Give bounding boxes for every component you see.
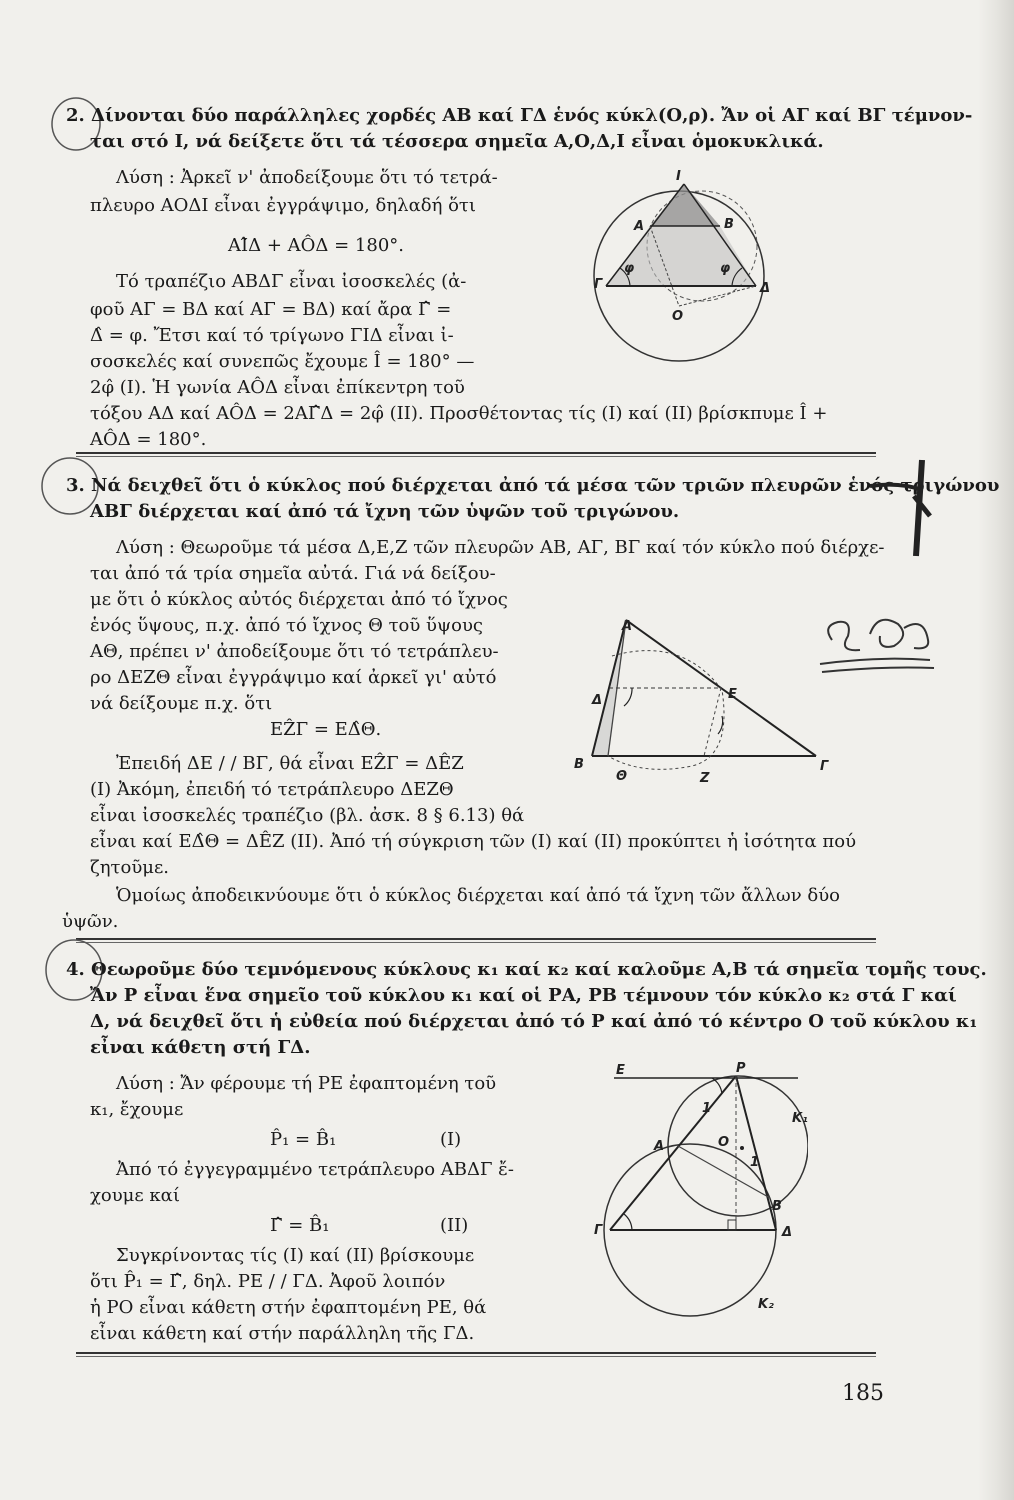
problem-4-text: ἡ ΡΟ εἶναι κάθετη στήν ἐφαπτομένη ΡΕ, θά xyxy=(90,1297,487,1318)
fig1-label-B: B xyxy=(724,217,734,232)
fig2-label-G: Γ xyxy=(820,759,829,774)
problem-2-heading-line-2: ται στό Ι, νά δείξετε ὅτι τά τέσσερα σημεῖα Α,Ο,Δ,Ι εἶναι ὁμοκυκλικά. xyxy=(90,131,824,152)
problem-4-text: χουμε καί xyxy=(90,1185,180,1206)
fig3-label-O: O xyxy=(718,1135,730,1150)
problem-4-equation: Γ̂ = B̂₁ xyxy=(270,1215,330,1236)
problem-3-text: ται ἀπό τά τρία σημεῖα αὐτά. Γιά νά δείξου- xyxy=(90,563,496,584)
problem-3-heading-line-2: ΑΒΓ διέρχεται καί ἀπό τά ἴχνη τῶν ὑψῶν τοῦ τριγώνου. xyxy=(90,501,680,522)
problem-2-heading-line-1: 2. Δίνονται δύο παράλληλες χορδές ΑΒ καί ΓΔ ἑνός κύκλ(Ο,ρ). Ἄν οἱ ΑΓ καί ΒΓ τέμνον- xyxy=(66,105,973,126)
problem-4-heading-line-4: εἶναι κάθετη στή ΓΔ. xyxy=(90,1037,311,1058)
fig2-label-Z: Z xyxy=(700,771,710,786)
problem-2-text: 2φ̂ (Ι). Ἡ γωνία ΑÔΔ εἶναι ἐπίκεντρη τοῦ xyxy=(90,377,465,398)
page-number: 185 xyxy=(842,1381,884,1406)
fig3-label-G: Γ xyxy=(594,1223,603,1238)
fig2-label-D: Δ xyxy=(592,693,603,708)
problem-3-text: ἑνός ὕψους, π.χ. ἀπό τό ἴχνος Θ τοῦ ὕψους xyxy=(90,615,483,636)
section-divider xyxy=(76,1356,876,1357)
problem-2-text: Λύση : Ἀρκεῖ ν' ἀποδείξουμε ὅτι τό τετρά- xyxy=(116,167,498,188)
fig3-label-K2: K₂ xyxy=(758,1297,774,1312)
problem-4-heading-line-1: 4. Θεωροῦμε δύο τεμνόμενους κύκλους κ₁ καί κ₂ καί καλοῦμε Α,Β τά σημεῖα τομῆς τους. xyxy=(66,959,987,980)
problem-2-text: Δ̂ = φ. Ἔτσι καί τό τρίγωνο ΓΙΔ εἶναι ἰ- xyxy=(90,325,454,346)
problem-3-text: ρο ΔΕΖΘ εἶναι ἐγγράψιμο καί ἀρκεῖ γι' αὐτό xyxy=(90,667,497,688)
problem-3-heading-line-1: 3. Νά δειχθεῖ ὅτι ὁ κύκλος πού διέρχεται ἀπό τά μέσα τῶν τριῶν πλευρῶν ἑνός τριγώνου xyxy=(66,475,1000,496)
fig1-label-I: I xyxy=(676,169,681,184)
problem-4-heading-line-2: Ἄν Ρ εἶναι ἕνα σημεῖο τοῦ κύκλου κ₁ καί οἱ ΡΑ, ΡΒ τέμνουν τόν κύκλο κ₂ στά Γ καί xyxy=(90,985,957,1006)
fig3-label-D: Δ xyxy=(782,1225,793,1240)
figure-nine-point-circle xyxy=(572,616,832,806)
problem-2-text: πλευρο ΑΟΔΙ εἶναι ἐγγράψιμο, δηλαδή ὅτι xyxy=(90,195,476,216)
problem-4-text: ὅτι P̂₁ = Γ̂, δηλ. ΡΕ / / ΓΔ. Ἀφοῦ λοιπόν xyxy=(90,1271,446,1292)
problem-3-text: Ὁμοίως ἀποδεικνύουμε ὅτι ὁ κύκλος διέρχεται καί ἀπό τά ἴχνη τῶν ἄλλων δύο xyxy=(116,885,840,906)
fig3-label-1: 1 xyxy=(750,1155,760,1170)
problem-4-text: εἶναι κάθετη καί στήν παράλληλη τῆς ΓΔ. xyxy=(90,1323,475,1344)
problem-2-text: σοσκελές καί συνεπῶς ἔχουμε Î = 180° — xyxy=(90,351,475,372)
problem-3-text: νά δείξουμε π.χ. ὅτι xyxy=(90,693,273,714)
problem-3-text: Ἐπειδή ΔΕ / / ΒΓ, θά εἶναι ΕẐΓ = ΔÊΖ xyxy=(116,753,464,774)
fig3-label-B: B xyxy=(772,1199,782,1214)
fig1-label-phi: φ xyxy=(624,261,635,276)
problem-2-text: φοῦ ΑΓ = ΒΔ καί ΑΓ = ΒΔ) καί ἄρα Γ̂ = xyxy=(90,299,452,320)
problem-3-text: Λύση : Θεωροῦμε τά μέσα Δ,Ε,Ζ τῶν πλευρῶν ΑΒ, ΑΓ, ΒΓ καί τόν κύκλο πού διέρχε- xyxy=(116,537,885,558)
fig1-label-phi: φ xyxy=(720,261,731,276)
fig1-label-D: Δ xyxy=(760,281,771,296)
figure-intersecting-circles xyxy=(588,1060,808,1330)
problem-3-text: (Ι) Ἀκόμη, ἐπειδή τό τετράπλευρο ΔΕΖΘ xyxy=(90,779,454,800)
section-divider xyxy=(76,1352,876,1354)
fig2-label-B: B xyxy=(574,757,584,772)
page-edge-shadow xyxy=(978,0,1014,1500)
fig3-label-A: A xyxy=(654,1139,665,1154)
fig1-label-O: O xyxy=(672,309,684,324)
problem-2-text: Τό τραπέζιο ΑΒΔΓ εἶναι ἰσοσκελές (ἀ- xyxy=(116,271,467,292)
fig3-label-1: 1 xyxy=(702,1101,712,1116)
problem-4-equation: P̂₁ = B̂₁ xyxy=(270,1129,337,1150)
section-divider xyxy=(76,452,876,454)
section-divider xyxy=(76,456,876,457)
problem-2-text: ΑÔΔ = 180°. xyxy=(90,429,207,450)
problem-2-equation: ΑΙ̂Δ + ΑÔΔ = 180°. xyxy=(228,235,404,256)
fig2-label-A: A xyxy=(622,619,633,634)
problem-3-text: με ὅτι ὁ κύκλος αὐτός διέρχεται ἀπό τό ἴχνος xyxy=(90,589,508,610)
problem-4-heading-line-3: Δ, νά δειχθεῖ ὅτι ἡ εὐθεία πού διέρχεται ἀπό τό Ρ καί ἀπό τό κέντρο Ο τοῦ κύκλου κ₁ xyxy=(90,1011,978,1032)
figure-trapezoid-circle xyxy=(590,166,790,396)
problem-4-text: Ἀπό τό ἐγγεγραμμένο τετράπλευρο ΑΒΔΓ ἔ- xyxy=(116,1159,514,1180)
problem-3-text: ζητοῦμε. xyxy=(90,857,170,878)
problem-3-text: εἶναι ἰσοσκελές τραπέζιο (βλ. ἀσκ. 8 § 6.13) θά xyxy=(90,805,525,826)
problem-3-equation: ΕẐΓ = ΕΔ̂Θ. xyxy=(270,719,382,740)
problem-4-text: Συγκρίνοντας τίς (Ι) καί (ΙΙ) βρίσκουμε xyxy=(116,1245,475,1266)
problem-4-text: Λύση : Ἄν φέρουμε τή ΡΕ ἐφαπτομένη τοῦ xyxy=(116,1073,497,1094)
fig1-label-A: A xyxy=(634,219,645,234)
problem-4-equation-tag: (ΙΙ) xyxy=(440,1215,469,1236)
fig2-label-TH: Θ xyxy=(616,769,628,784)
handwritten-scribble-mark xyxy=(818,606,948,686)
fig1-label-G: Γ xyxy=(594,277,603,292)
problem-4-text: κ₁, ἔχουμε xyxy=(90,1099,184,1120)
problem-4-equation-tag: (Ι) xyxy=(440,1129,462,1150)
problem-3-text: εἶναι καί ΕΔ̂Θ = ΔÊΖ (ΙΙ). Ἀπό τή σύγκριση τῶν (Ι) καί (ΙΙ) προκύπτει ἡ ἰσότητα πού xyxy=(90,831,857,852)
problem-3-text: ὑψῶν. xyxy=(62,911,119,932)
fig3-label-E: E xyxy=(616,1063,625,1078)
problem-3-text: ΑΘ, πρέπει ν' ἀποδείξουμε ὅτι τό τετράπλευ- xyxy=(90,641,499,662)
fig3-label-K1: K₁ xyxy=(792,1111,808,1126)
problem-2-text: τόξου ΑΔ καί ΑÔΔ = 2ΑΓ̂Δ = 2φ̂ (ΙΙ). Προσθέτοντας τίς (Ι) καί (ΙΙ) βρίσκπυμε Î + xyxy=(90,403,828,424)
section-divider xyxy=(76,938,876,940)
fig2-label-E: E xyxy=(728,687,737,702)
section-divider xyxy=(76,942,876,943)
fig3-label-P: P xyxy=(736,1061,746,1076)
